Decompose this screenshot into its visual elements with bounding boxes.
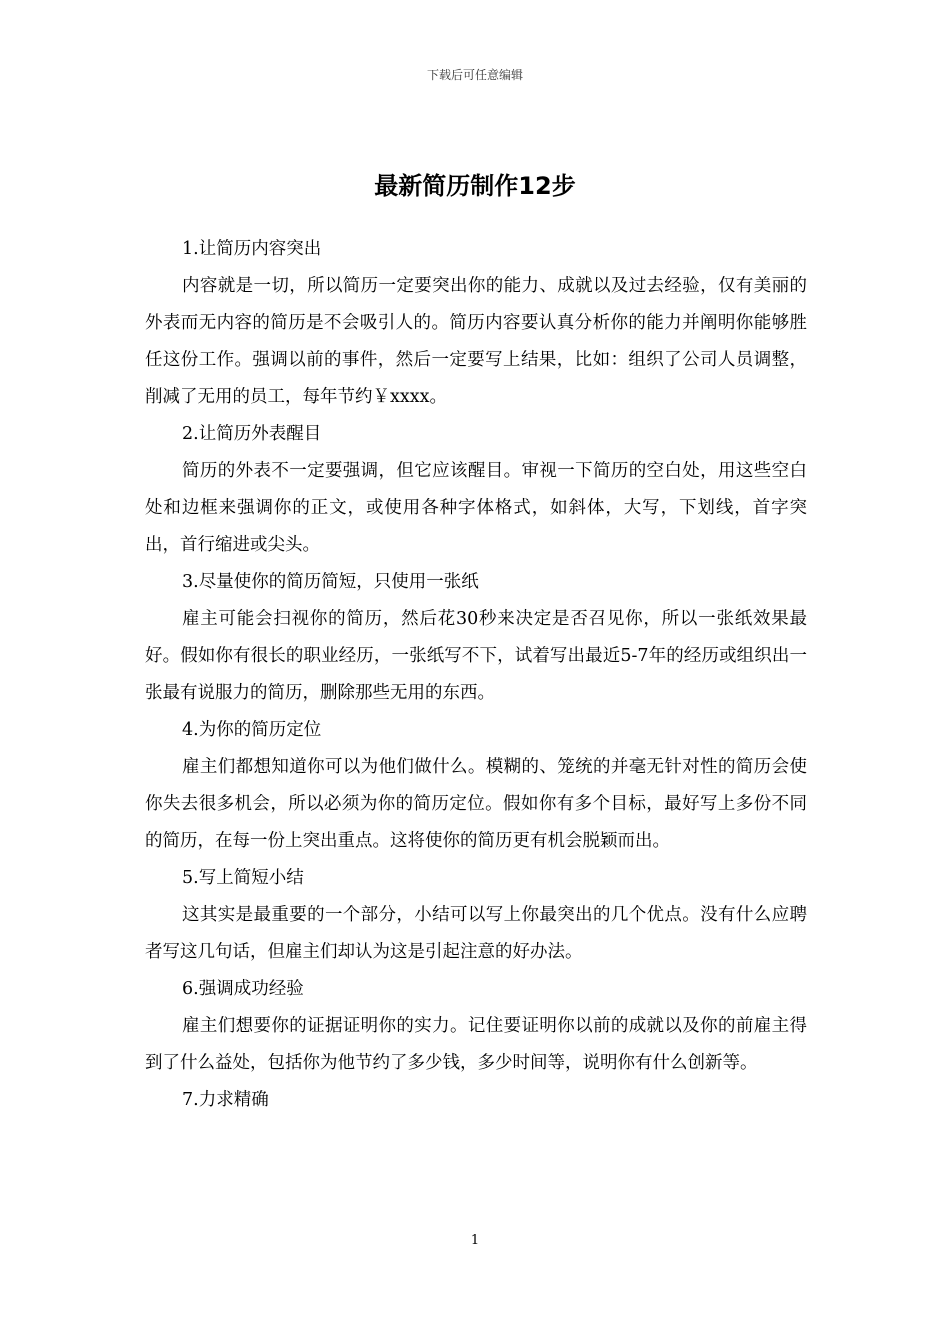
section-heading-7: 7.力求精确: [182, 1090, 269, 1110]
section-body-5: 这其实是最重要的一个部分，小结可以写上你最突出的几个优点。没有什么应聘者写这几句话，但雇主们却认为这是引起注意的好办法。: [145, 905, 807, 962]
section-body-3: 雇主可能会扫视你的简历，然后花30秒来决定是否召见你，所以一张纸效果最好。假如你有很长的职业经历，一张纸写不下，试着写出最近5-7年的经历或组织出一张最有说服力的简历，删除那些无用的东西。: [145, 609, 807, 703]
section-heading-2: 2.让简历外表醒目: [182, 424, 322, 444]
section-body-1: 内容就是一切，所以简历一定要突出你的能力、成就以及过去经验，仅有美丽的外表而无内容的简历是不会吸引人的。简历内容要认真分析你的能力并阐明你能够胜任这份工作。强调以前的事件，然后一定要写上结果，比如：组织了公司人员调整，削减了无用的员工，每年节约￥xxxx。: [145, 276, 807, 407]
header-note: 下载后可任意编辑: [426, 68, 523, 82]
section-heading-4: 4.为你的简历定位: [182, 720, 322, 740]
document-title: 最新简历制作12步: [374, 172, 576, 201]
section-heading-1: 1.让简历内容突出: [182, 239, 322, 259]
section-body-4: 雇主们都想知道你可以为他们做什么。模糊的、笼统的并毫无针对性的简历会使你失去很多机会，所以必须为你的简历定位。假如你有多个目标，最好写上多份不同的简历，在每一份上突出重点。这将使你的简历更有机会脱颖而出。: [145, 757, 807, 851]
section-heading-6: 6.强调成功经验: [182, 979, 304, 999]
section-heading-5: 5.写上简短小结: [182, 868, 304, 888]
section-body-6: 雇主们想要你的证据证明你的实力。记住要证明你以前的成就以及你的前雇主得到了什么益处，包括你为他节约了多少钱，多少时间等，说明你有什么创新等。: [145, 1016, 807, 1073]
document-body: [145, 231, 807, 1119]
section-body-2: 简历的外表不一定要强调，但它应该醒目。审视一下简历的空白处，用这些空白处和边框来强调你的正文，或使用各种字体格式，如斜体，大写，下划线，首字突出，首行缩进或尖头。: [145, 461, 807, 555]
page-number: 1: [470, 1233, 480, 1248]
section-heading-3: 3.尽量使你的简历简短，只使用一张纸: [182, 572, 479, 592]
